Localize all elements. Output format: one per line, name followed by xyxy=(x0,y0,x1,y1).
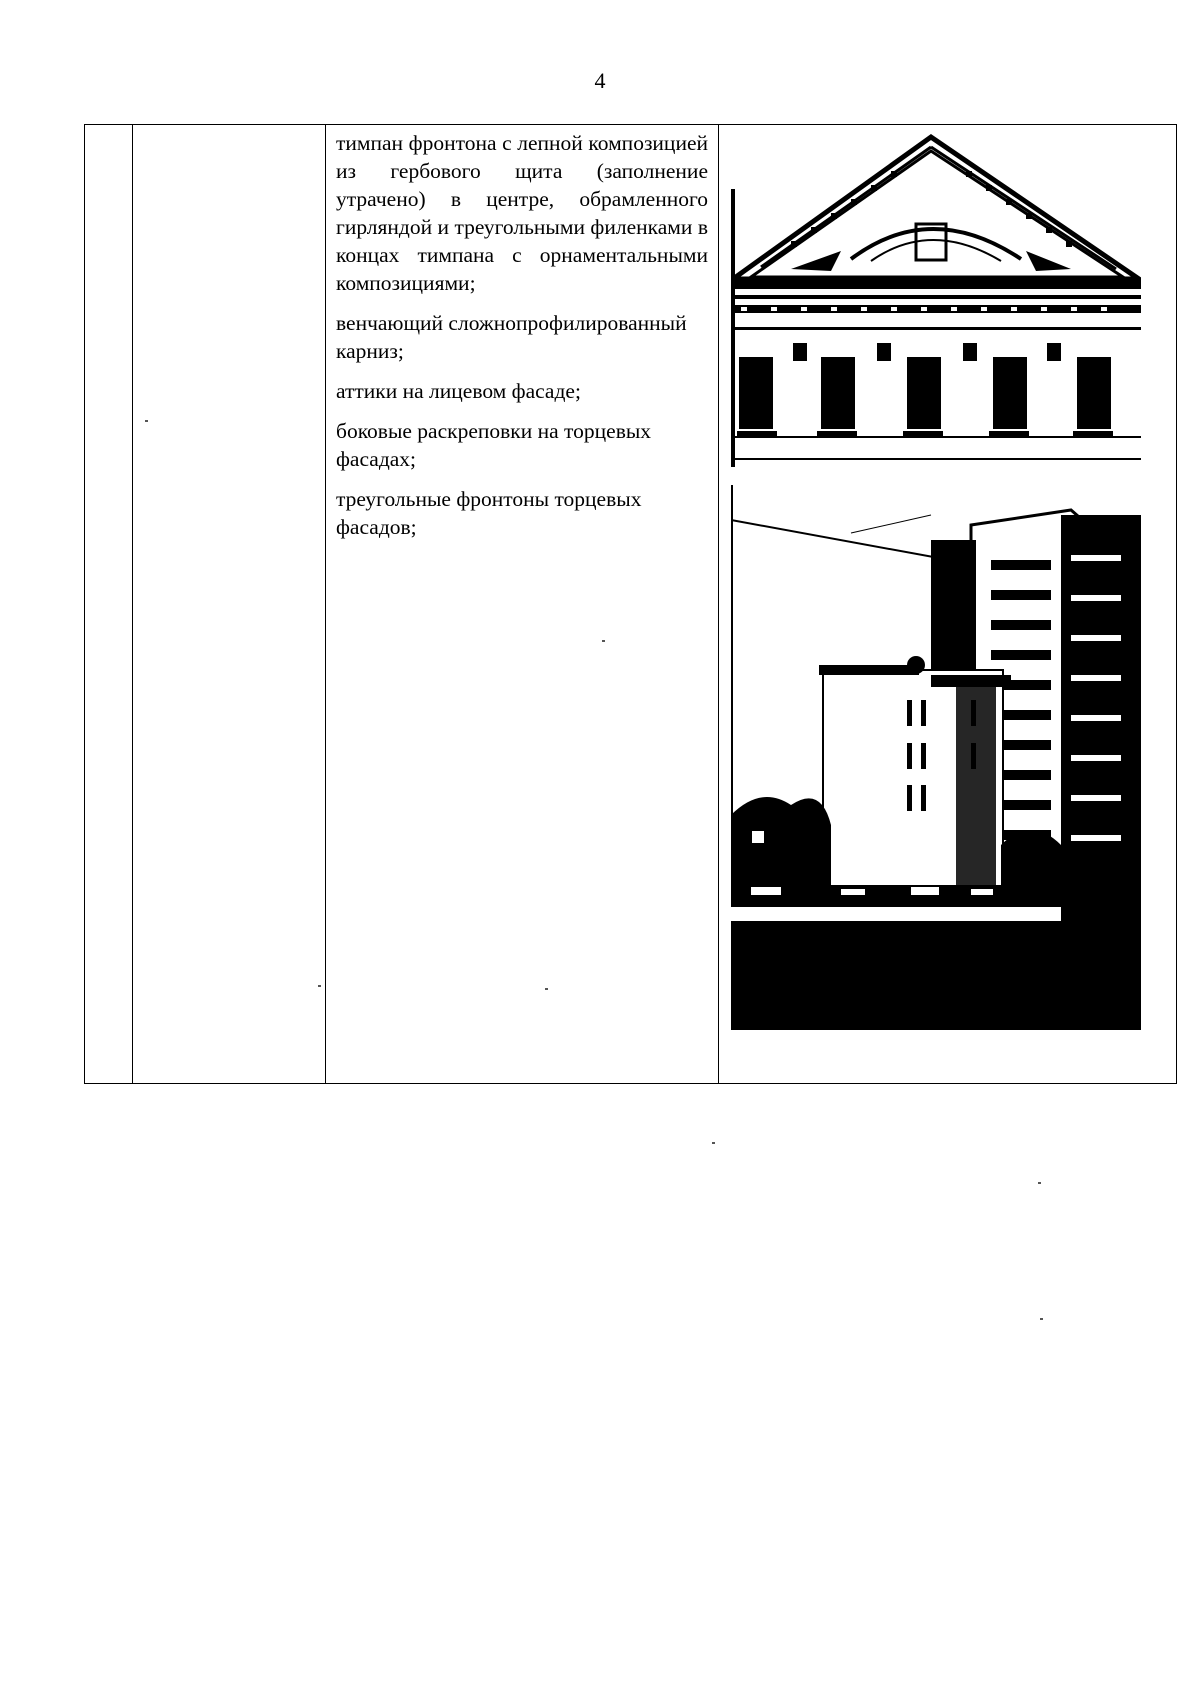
description-paragraph: венчающий сложнопрофилированный карниз; xyxy=(336,311,687,363)
pediment-facade-photo xyxy=(731,129,1141,467)
description-paragraph: треугольные фронтоны торцевых фасадов; xyxy=(336,487,642,539)
objects-table xyxy=(84,124,1177,1084)
table-cell-photos xyxy=(719,125,1177,1084)
table-cell-name xyxy=(133,125,326,1084)
table-cell-description xyxy=(326,125,719,1084)
description-paragraph: аттики на лицевом фасаде; xyxy=(336,379,581,403)
table-cell-index xyxy=(85,125,133,1084)
description-paragraph: тимпан фронтона с лепной композицией из гербового щита (заполнение утрачено) в центре, обрамленного гирляндой и треугольными филенками в концах тимпана с орнаментальными композициями; xyxy=(336,131,708,295)
description-paragraph: боковые раскреповки на торцевых фасадах; xyxy=(336,419,652,471)
table-row xyxy=(85,125,1177,1084)
page-number: 4 xyxy=(594,68,606,93)
corner-building-street-photo xyxy=(731,485,1141,1030)
